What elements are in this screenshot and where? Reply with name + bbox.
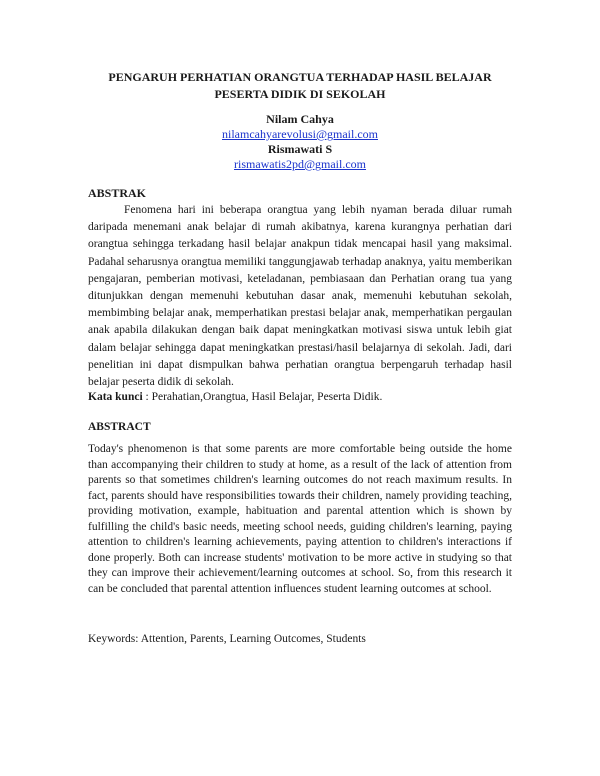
kata-kunci bbox=[88, 390, 512, 405]
paper-title bbox=[60, 69, 540, 103]
author-email-link-1[interactable]: nilamcahyarevolusi@gmail.com bbox=[221, 127, 378, 141]
kata-kunci-text: : Perahatian,Orangtua, Hasil Belajar, Peserta Didik. bbox=[142, 391, 383, 403]
keywords: Keywords: Attention, Parents, Learning Outcomes, Students bbox=[88, 633, 366, 645]
title-line-1: PENGARUH PERHATIAN ORANGTUA TERHADAP HASIL BELAJAR bbox=[108, 70, 492, 84]
author-name-1: Nilam Cahya bbox=[266, 112, 334, 126]
abstrak-heading: ABSTRAK bbox=[88, 186, 147, 200]
kata-kunci-label: Kata kunci bbox=[88, 391, 143, 403]
abstract-heading: ABSTRACT bbox=[88, 421, 151, 433]
author-name-2: Rismawati S bbox=[267, 142, 333, 156]
author-email-1 bbox=[60, 127, 540, 142]
author-email-link-2[interactable]: rismawatis2pd@gmail.com bbox=[233, 157, 367, 171]
title-line-2: PESERTA DIDIK DI SEKOLAH bbox=[214, 87, 386, 101]
abstrak-body: Fenomena hari ini beberapa orangtua yang lebih nyaman berada diluar rumah daripada menemani anak belajar di rumah akibatnya, karena kurangnya perhatian dari orangtua sehingga terkadang hasil belajar anakpun tidak mencapai hasil yang maksimal. Padahal seharusnya orangtua memiliki tanggungjawab terhadap anaknya, yaitu memberikan pengajaran, pemberian motivasi, keteladanan, pembiasaan dan Perhatian orang tua yang ditunjukkan dengan memenuhi kebutuhan dasar anak, memenuhi kebutuhan sekolah, membimbing belajar anak, memperhatikan prestasi belajar anak, memperhatikan pergaulan anak apabila dilakukan dengan baik dapat meningkatkan motivasi siswa untuk lebih giat dalam belajar sehingga dapat meningkatkan prestasi/hasil belajarnya di sekolah. Jadi, dari penelitian ini dapat dismpulkan bahwa perhatian orangtua berpengaruh terhadap hasil belajar peserta didik di sekolah. bbox=[88, 204, 512, 389]
author-email-2 bbox=[60, 157, 540, 172]
abstract-body: Today's phenomenon is that some parents are more comfortable being outside the home than accompanying their children to study at home, as a result of the lack of attention from parents so that sometimes children's learning outcomes do not reach maximum results. In fact, parents should have responsibilities towards their children, namely providing teaching, providing motivation, example, habituation and parental attention which is shown by fulfilling the child's basic needs, meeting school needs, guiding children's learning, paying attention to children's learning achievements, paying attention to children's interactions if done properly. Both can increase students' motivation to be more active in studying so that they can improve their achievement/learning outcomes at school. So, from this research it can be concluded that parental attention influences student learning outcomes at school. bbox=[88, 443, 512, 595]
